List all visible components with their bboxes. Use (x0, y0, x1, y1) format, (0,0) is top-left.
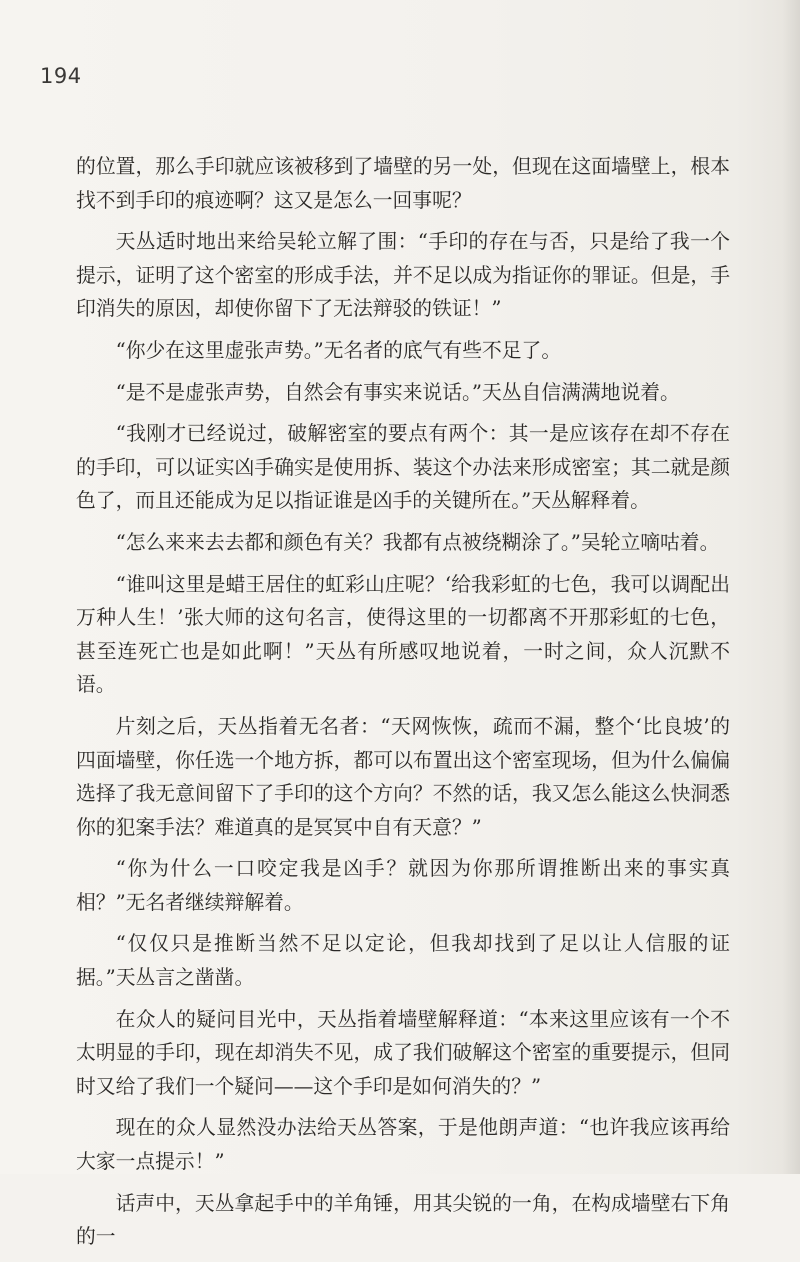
paragraph: “谁叫这里是蜡王居住的虹彩山庄呢？‘给我彩虹的七色，我可以调配出万种人生！’张大师的这句名言，使得这里的一切都离不开那彩虹的七色，甚至连死亡也是如此啊！”天丛有所感叹地说着，一时之间，众人沉默不语。 (76, 572, 730, 697)
paragraph: 天丛适时地出来给吴轮立解了围：“手印的存在与否，只是给了我一个提示，证明了这个密室的形成手法，并不足以成为指证你的罪证。但是，手印消失的原因，却使你留下了无法辩驳的铁证！” (76, 230, 730, 321)
paragraph: 在众人的疑问目光中，天丛指着墙壁解释道：“本来这里应该有一个不太明显的手印，现在却消失不见，成了我们破解这个密室的重要提示，但同时又给了我们一个疑问——这个手印是如何消失的？” (76, 1007, 730, 1098)
paragraph: “我刚才已经说过，破解密室的要点有两个：其一是应该存在却不存在的手印，可以证实凶手确实是使用拆、装这个办法来形成密室；其二就是颜色了，而且还能成为足以指证谁是凶手的关键所在。”天丛解释着。 (76, 422, 730, 513)
paragraph: 话声中，天丛拿起手中的羊角锤，用其尖锐的一角，在构成墙壁右下角的一 (76, 1191, 730, 1249)
paragraph: “怎么来来去去都和颜色有关？我都有点被绕糊涂了。”吴轮立嘀咕着。 (115, 530, 720, 554)
paragraph: “是不是虚张声势，自然会有事实来说话。”天丛自信满满地说着。 (115, 380, 680, 404)
paragraph: “你为什么一口咬定我是凶手？就因为你那所谓推断出来的事实真相？”无名者继续辩解着。 (76, 857, 730, 914)
page-number: 194 (40, 64, 82, 88)
body-text (76, 150, 730, 1262)
paragraph: 现在的众人显然没办法给天丛答案，于是他朗声道：“也许我应该再给大家一点提示！” (76, 1116, 730, 1174)
paragraph: 片刻之后，天丛指着无名者：“天网恢恢，疏而不漏，整个‘比良坡’的四面墙壁，你任选一个地方拆，都可以布置出这个密室现场，但为什么偏偏选择了我无意间留下了手印的这个方向？不然的话，我又怎么能这么快洞悉你的犯案手法？难道真的是冥冥中自有天意？” (76, 714, 730, 839)
paragraph: 的位置，那么手印就应该被移到了墙壁的另一处，但现在这面墙壁上，根本找不到手印的痕迹啊？这又是怎么一回事呢？ (76, 155, 730, 212)
page-edge-shadow (782, 0, 800, 1174)
paragraph: “你少在这里虚张声势。”无名者的底气有些不足了。 (115, 338, 562, 362)
paragraph: “仅仅只是推断当然不足以定论，但我却找到了足以让人信服的证据。”天丛言之凿凿。 (76, 932, 730, 990)
